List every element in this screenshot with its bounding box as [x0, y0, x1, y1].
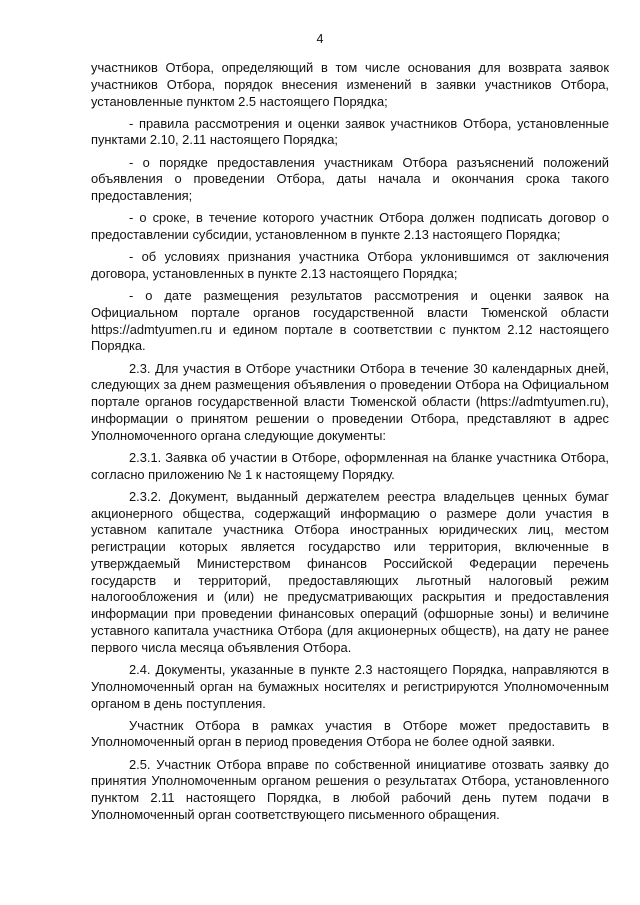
paragraph-clarifications: - о порядке предоставления участникам Отбора разъяснений положений объявления о проведении Отбора, даты начала и окончания срока такого предоставления; — [91, 154, 609, 204]
paragraph-contract-deadline: - о сроке, в течение которого участник Отбора должен подписать договор о предоставлении субсидии, установленном в пункте 2.13 настоящего Порядка; — [91, 210, 609, 243]
paragraph-evasion-conditions: - об условиях признания участника Отбора уклонившимся от заключения договора, установленных в пункте 2.13 настоящего Порядка; — [91, 249, 609, 281]
paragraph-continuation: участников Отбора, определяющий в том числе основания для возврата заявок участников Отбора, порядок внесения изменений в заявки участников Отбора, установленные пунктом 2.5 настоящего Порядка; — [91, 60, 609, 109]
paragraph-2-3: 2.3. Для участия в Отборе участники Отбора в течение 30 календарных дней, следующих за днем размещения объявления о проведении Отбора на Официальном портале органов государственной власти Тюменской области (https://admtyumen.ru), информации о принятом решении о проведении Отбора, представляют в адрес Уполномоченного органа следующие документы: — [91, 360, 609, 443]
document-body — [91, 60, 609, 829]
paragraph-single-application: Участник Отбора в рамках участия в Отборе может предоставить в Уполномоченный орган в период проведения Отбора не более одной заявки. — [91, 717, 609, 750]
paragraph-2-5: 2.5. Участник Отбора вправе по собственной инициативе отозвать заявку до принятия Уполномоченным органом решения о результатах Отбора, установленного пунктом 2.11 настоящего Порядка, в любой рабочий день путем подачи в Уполномоченный орган соответствующего письменного обращения. — [91, 756, 609, 822]
paragraph-results-date: - о дате размещения результатов рассмотрения и оценки заявок на Официальном портале органов государственной власти Тюменской области https://admtyumen.ru и едином портале в соответствии с пунктом 2.12 настоящего Порядка. — [91, 288, 609, 354]
paragraph-2-3-2: 2.3.2. Документ, выданный держателем реестра владельцев ценных бумаг акционерного общества, содержащий информацию о размере доли участия в уставном капитале участника Отбора иностранных юридических лиц, местом регистрации которых является государство или территория, включенные в утверждаемый Министерством финансов Российской Федерации перечень государств и территорий, предоставляющих льготный налоговый режим налогообложения и (или) не предусматривающих раскрытия и предоставления информации при проведении финансовых операций (офшорные зоны) и величине уставного капитала участника Отбора (для акционерных обществ), на дату не ранее первого числа месяца объявления Отбора. — [91, 488, 609, 655]
paragraph-2-4: 2.4. Документы, указанные в пункте 2.3 настоящего Порядка, направляются в Уполномоченный орган на бумажных носителях и регистрируются Уполномоченным органом в день поступления. — [91, 661, 609, 711]
paragraph-2-3-1: 2.3.1. Заявка об участии в Отборе, оформленная на бланке участника Отбора, согласно приложению № 1 к настоящему Порядку. — [91, 449, 609, 482]
paragraph-review-rules: - правила рассмотрения и оценки заявок участников Отбора, установленные пунктами 2.10, 2.11 настоящего Порядка; — [91, 115, 609, 148]
page-number: 4 — [316, 32, 324, 46]
